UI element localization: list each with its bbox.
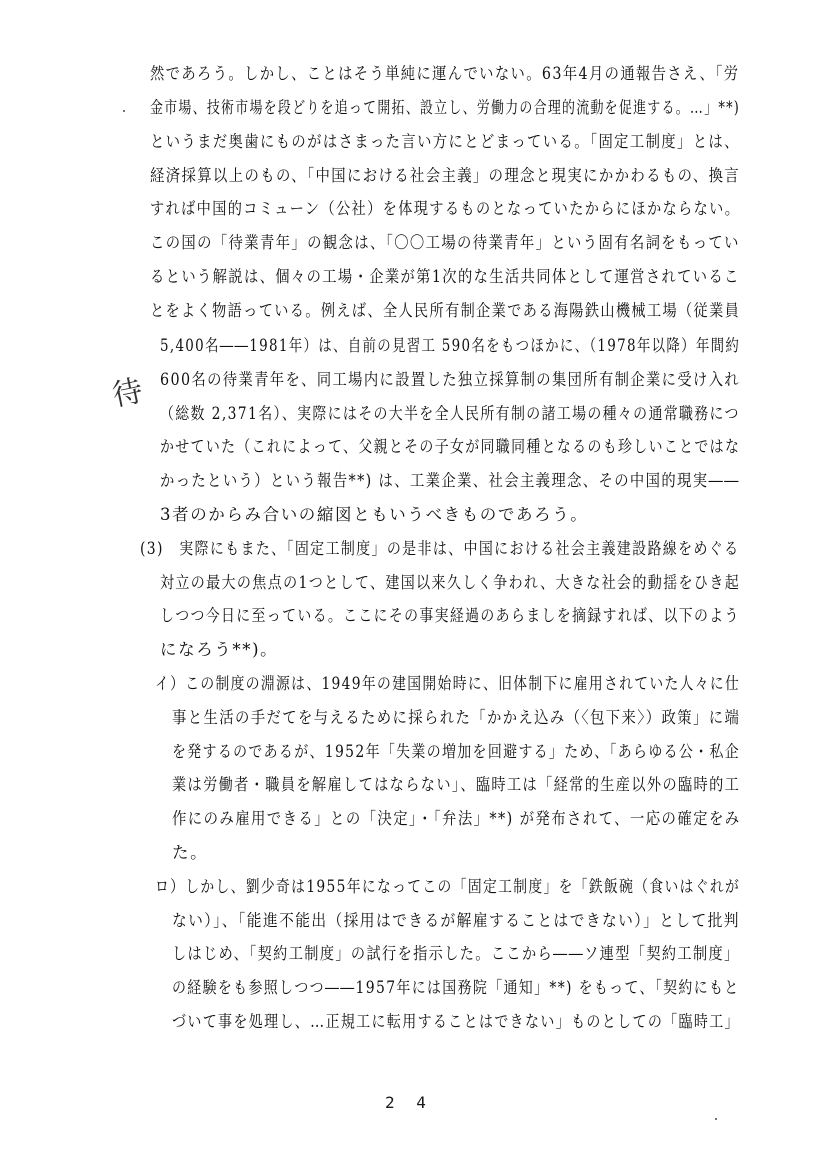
text-line: づいて事を処理し、…正規工に転用することはできない」ものとしての「臨時工」 [172, 1012, 740, 1031]
text-line: かったという）という報告**) は、工業企業、社会主義理念、その中国的現実―― [160, 471, 740, 490]
text-line: しつつ今日に至っている。ここにその事実経過のあらましを摘録すれば、以下のよう [160, 606, 740, 625]
text-line: ない）」、「能進不能出（採用はできるが解雇することはできない）」として批判 [172, 911, 740, 930]
text-line: とをよく物語っている。例えば、全人民所有制企業である海陽鉄山機械工場（従業員 [150, 301, 741, 320]
text-line: 業は労働者・職員を解雇してはならない」、臨時工は「経常的生産以外の臨時的工 [172, 775, 741, 794]
scan-speck [715, 1118, 717, 1120]
item-line: イ）この制度の淵源は、1949年の建国開始時に、旧体制下に雇用されていた人々に仕 [155, 674, 741, 693]
text-line: 経済採算以上のもの、「中国における社会主義」の理念と現実にかかわるもの、換言 [150, 166, 741, 185]
text-line: というまだ奥歯にものがはさまった言い方にとどまっている。「固定工制度」とは、 [150, 132, 740, 151]
text-line: 事と生活の手だてを与えるために採られた「かかえ込み（〈包下来〉）政策」に端 [172, 708, 741, 727]
text-line: 対立の最大の焦点の1つとして、建国以来久しく争われ、大きな社会的動揺をひき起 [160, 573, 741, 592]
text-line: すれば中国的コミューン（公社）を体現するものとなっていたからにほかならない。 [150, 199, 741, 218]
text-line: の経験をも参照しつつ――1957年には国務院「通知」**) をもって、「契約にもと [172, 978, 740, 997]
text-line: 3者のからみ合いの縮図ともいうべきものであろう。 [160, 505, 589, 524]
text-line: を発するのであるが、1952年「失業の増加を回避する」ため、「あらゆる公・私企 [172, 742, 740, 761]
item-line: ロ）しかし、劉少奇は1955年になってこの「固定工制度」を「鉄飯碗（食いはぐれが [155, 877, 741, 896]
scan-speck [123, 110, 125, 112]
text-line: 作にのみ雇用できる」との「決定」・「弁法」**) が発布されて、一応の確定をみ [172, 809, 741, 828]
text-line: 5,400名――1981年）は、自前の見習工 590名をもつほかに、（1978年以降）年間約 [160, 336, 741, 355]
section-line: (3) 実際にもまた、「固定工制度」の是非は、中国における社会主義建設路線をめぐる [140, 539, 740, 558]
text-line: この国の「待業青年」の観念は、「〇〇工場の待業青年」という固有名詞をもってい [150, 233, 740, 252]
text-line: になろう**)。 [160, 640, 279, 659]
text-line: 600名の待業青年を、同工場内に設置した独立採算制の集団所有制企業に受け入れ [160, 370, 741, 389]
text-line: 金市場、技術市場を段どりを追って開拓、設立し、労働力の合理的流動を促進する。…」**) [150, 98, 741, 117]
page-number: 2 4 [385, 1093, 432, 1112]
text-line: かせていた（これによって、父親とその子女が同職同種となるのも珍しいことではな [160, 437, 741, 456]
text-line: た。 [172, 843, 209, 862]
text-line: るという解説は、個々の工場・企業が第1次的な生活共同体として運営されているこ [150, 267, 740, 286]
text-line: 然であろう。しかし、ことはそう単純に運んでいない。63年4月の通報告さえ、「労 [150, 64, 740, 83]
text-line: （総数 2,371名）、実際にはその大半を全人民所有制の諸工場の種々の通常職務につ [160, 404, 740, 423]
handwritten-mark: 待 [109, 373, 147, 414]
text-line: しはじめ、「契約工制度」の試行を指示した。ここから――ソ連型「契約工制度」 [172, 944, 740, 963]
